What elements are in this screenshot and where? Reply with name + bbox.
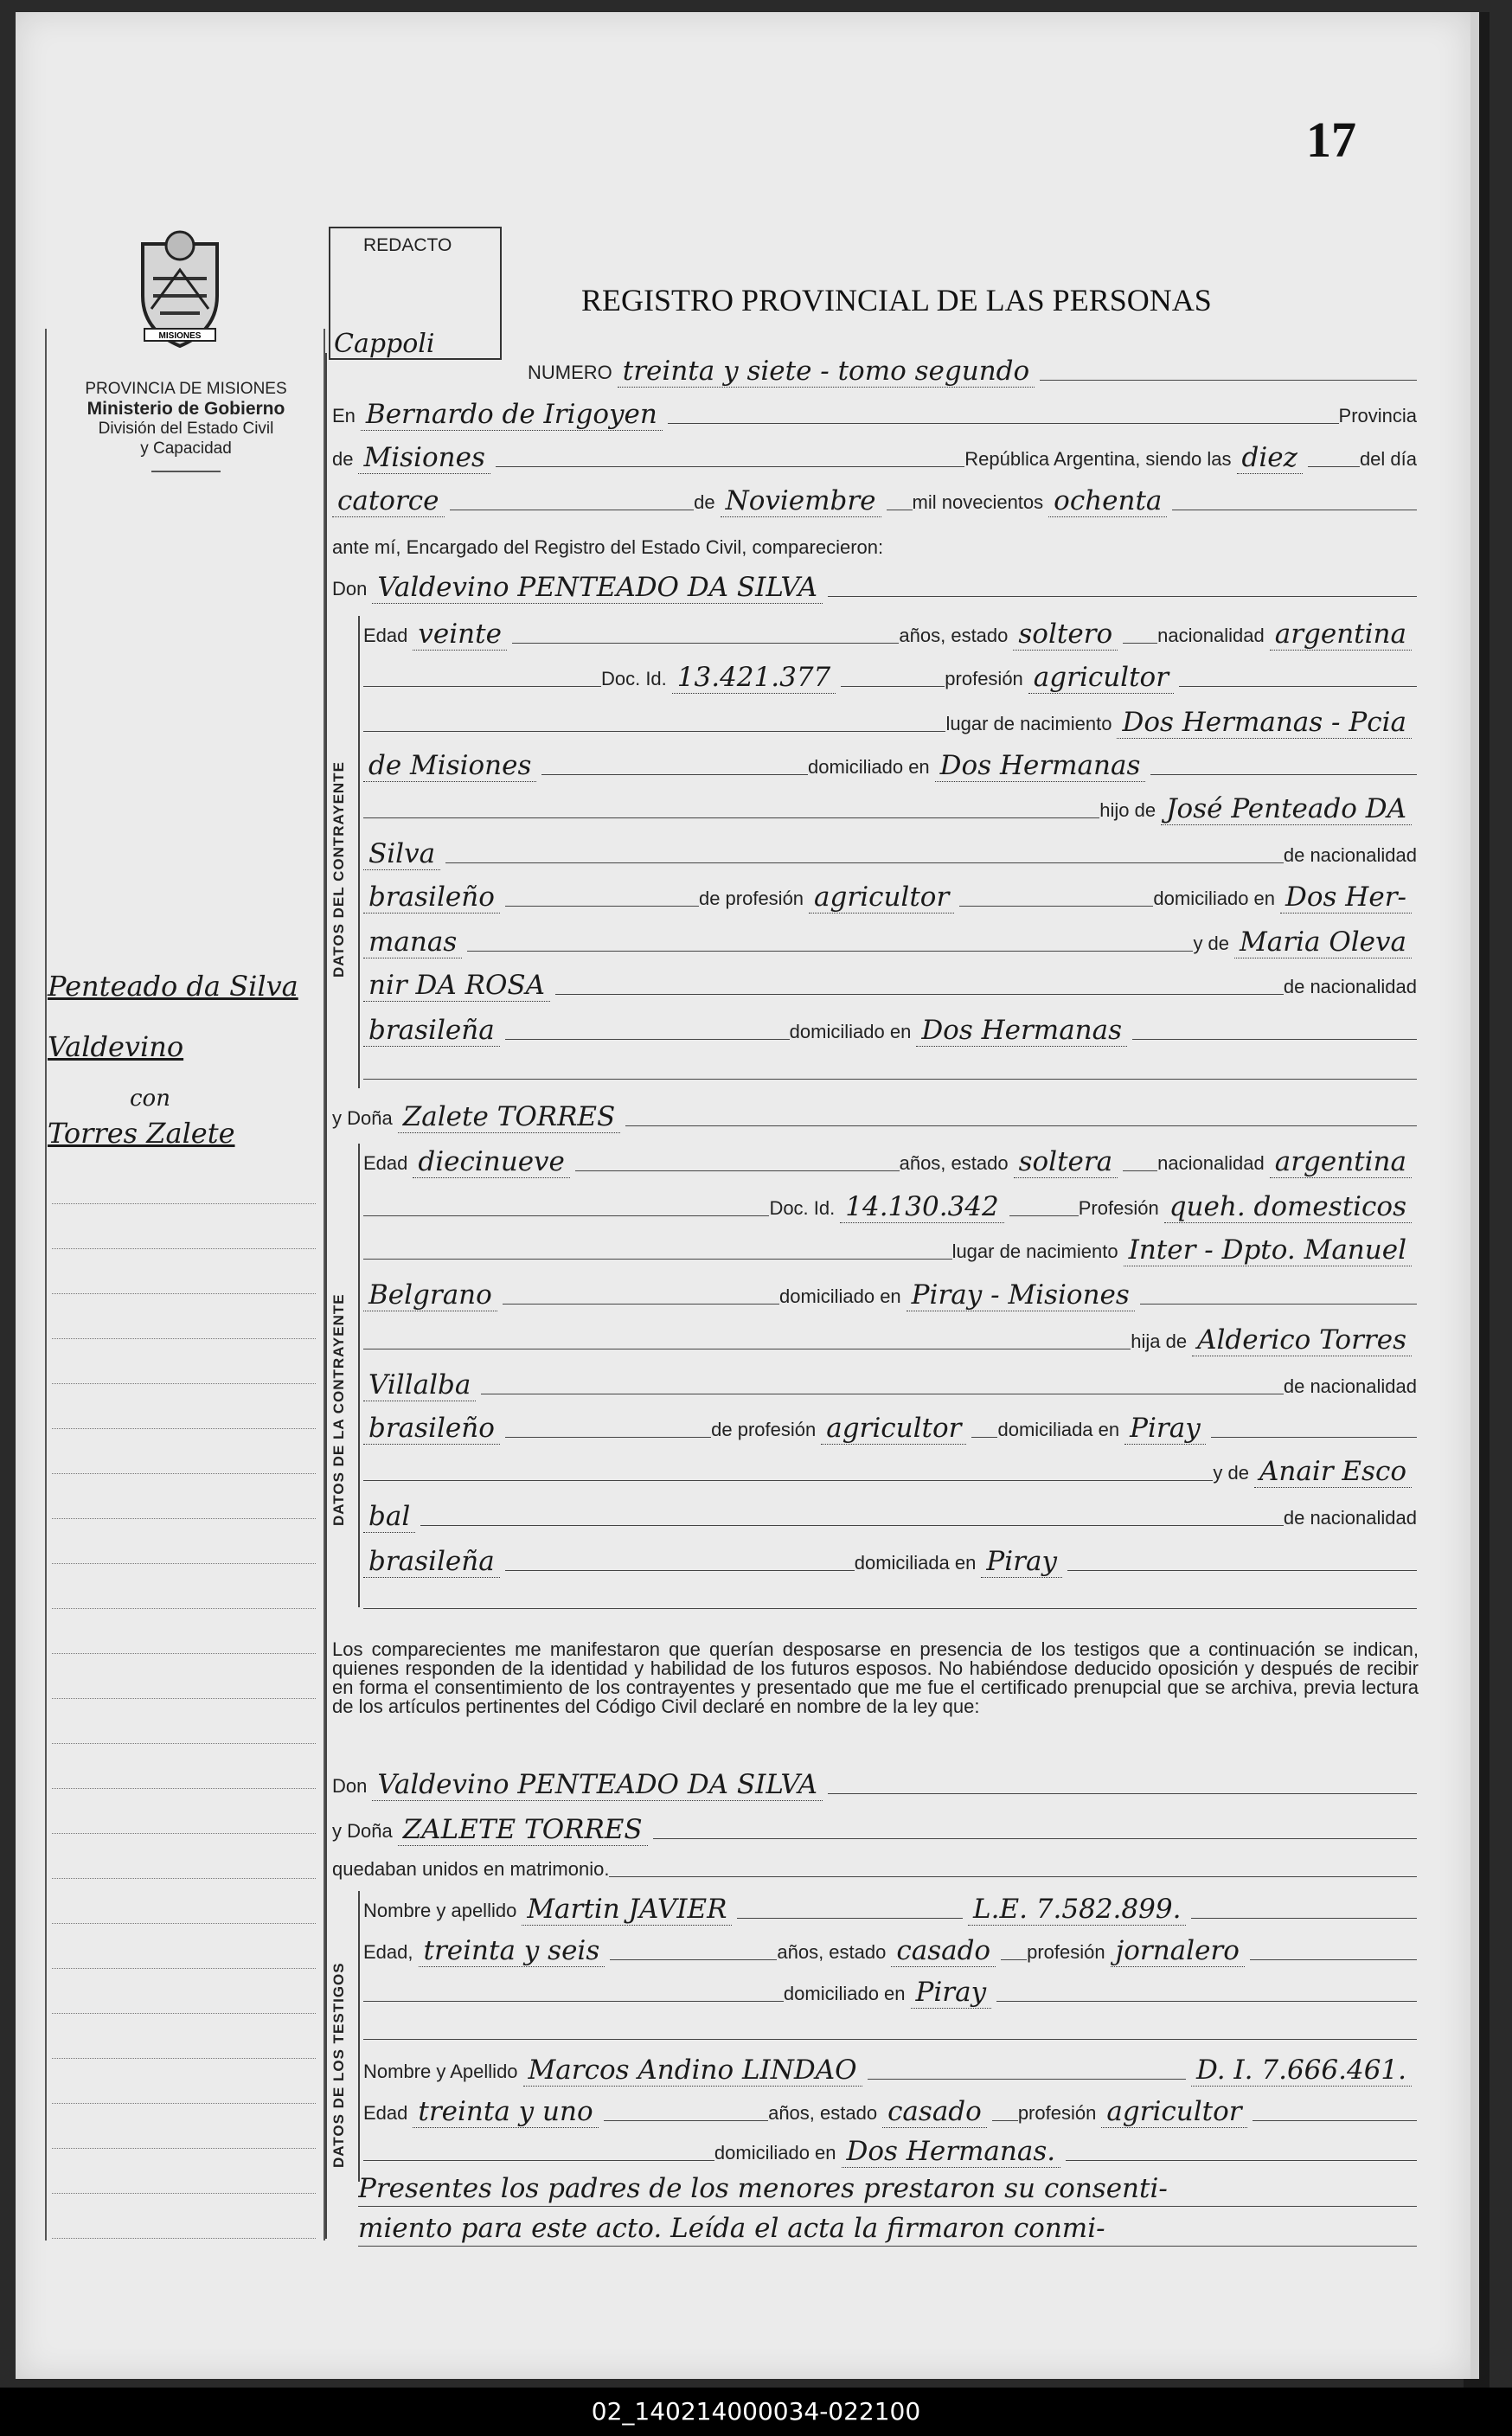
madre-value-cont: bal (363, 1501, 415, 1533)
doc-value: 13.421.377 (672, 662, 836, 694)
contrayenta-padre-line (363, 1367, 1417, 1401)
edad-value: veinte (413, 619, 507, 651)
edad-label: Edad (363, 1152, 408, 1174)
margin-note-line: Penteado da Silva (48, 970, 298, 1003)
y-de-label: y de (1193, 933, 1230, 954)
provincia-value: Misiones (358, 442, 490, 474)
en-label: En (332, 405, 356, 426)
don-value: Valdevino PENTEADO DA SILVA (372, 1769, 823, 1801)
testigo2-domicilio: Dos Hermanas. (842, 2136, 1061, 2168)
dona-label: y Doña (332, 1107, 393, 1129)
lugar-value-cont: Belgrano (363, 1279, 497, 1311)
estado-value: soltero (1013, 619, 1118, 651)
testigos-section-label: DATOS DE LOS TESTIGOS (330, 1962, 347, 2168)
padre-nacionalidad: brasileño (363, 1413, 500, 1445)
mil-label: mil novecientos (912, 491, 1044, 513)
numero-label: NUMERO (528, 362, 612, 383)
nombre-label: Nombre y Apellido (363, 2061, 518, 2082)
contrayente-section (358, 616, 360, 1088)
de-nacionalidad-label: de nacionalidad (1283, 1507, 1417, 1529)
redacto-label: REDACTO (363, 235, 452, 255)
scan-filename: 02_140214000034-022100 (0, 2388, 1512, 2436)
contrayente-hijo-line (363, 791, 1417, 825)
contrayente-lugar-line (363, 704, 1417, 739)
provincia-line (332, 439, 1417, 474)
padre-domicilio-cont: manas (363, 926, 462, 958)
domiciliado-en-label: domiciliado en (1153, 888, 1276, 909)
contrayenta-madre-line (363, 1453, 1417, 1488)
edad-label: Edad (363, 625, 408, 646)
de-nacionalidad-label: de nacionalidad (1283, 844, 1417, 866)
del-dia-label: del día (1359, 448, 1417, 470)
don-value: Valdevino PENTEADO DA SILVA (372, 572, 823, 604)
anios-label: años, estado (768, 2102, 878, 2124)
testigo1-profesion: jornalero (1111, 1935, 1245, 1967)
de-label: de (332, 448, 354, 470)
padre-domicilio: Dos Her- (1280, 881, 1412, 914)
madre-value-cont: nir DA ROSA (363, 970, 550, 1002)
ante-mi-line (332, 528, 1417, 562)
lugar-label: lugar de nacimiento (945, 713, 1112, 734)
margin-note-line: con (130, 1086, 170, 1112)
edad-label: Edad, (363, 1941, 413, 1963)
madre-value: Anair Esco (1254, 1456, 1412, 1488)
de-nacionalidad-label: de nacionalidad (1283, 1375, 1417, 1397)
hora-value: diez (1237, 442, 1303, 474)
margin-note-line: Torres Zalete (48, 1117, 235, 1150)
lugar-value: Inter - Dpto. Manuel (1124, 1234, 1412, 1266)
doc-label: Doc. Id. (600, 668, 667, 689)
padre-profesion: agricultor (809, 881, 954, 914)
dona-value: Zalete TORRES (398, 1101, 621, 1133)
hijo-label: hijo de (1099, 799, 1156, 821)
nacionalidad-value: argentina (1270, 619, 1412, 651)
anios-label: años, estado (899, 625, 1009, 646)
decl-dona-line (332, 1811, 1417, 1846)
doc-value: 14.130.342 (840, 1191, 1004, 1223)
domiciliada-en-label: domiciliada en (854, 1552, 977, 1574)
contrayente-domicilio-line (363, 747, 1417, 782)
unidos-line (332, 1849, 1417, 1884)
madre-domicilio: Piray (981, 1546, 1062, 1578)
redacto-signature: Cappoli (334, 329, 435, 359)
lugar-label: lugar de nacimiento (951, 1240, 1118, 1262)
anios-label: años, estado (899, 1152, 1009, 1174)
contrayente-padre-prof-line (363, 879, 1417, 914)
domiciliado-label: domiciliado en (714, 2142, 836, 2164)
de-nacionalidad-label: de nacionalidad (1283, 976, 1417, 997)
contrayente-madre-line (363, 924, 1417, 958)
padre-profesion: agricultor (821, 1413, 966, 1445)
testigo1-estado: casado (891, 1935, 996, 1967)
testigo1-nombre-line (363, 1891, 1417, 1926)
contrayente-padre-line (363, 836, 1417, 870)
nombre-label: Nombre y apellido (363, 1900, 517, 1921)
dia-value: catorce (332, 485, 445, 517)
madre-value: Maria Oleva (1234, 926, 1412, 958)
testigo1-doc: L.E. 7.582.899. (968, 1894, 1186, 1926)
y-de-label: y de (1213, 1462, 1249, 1484)
testigo2-nombre: Marcos Andino LINDAO (523, 2055, 862, 2087)
anio-value: ochenta (1048, 485, 1167, 517)
hija-label: hija de (1131, 1330, 1188, 1352)
division-line-2: y Capacidad (140, 439, 232, 458)
contrayenta-padre-prof-line (363, 1410, 1417, 1445)
contrayenta-edad-line (363, 1144, 1417, 1178)
nacionalidad-label: nacionalidad (1157, 1152, 1265, 1174)
padre-nacionalidad: brasileño (363, 881, 500, 914)
profesion-value: agricultor (1028, 662, 1174, 694)
margin-ruled-lines (52, 1159, 316, 2239)
numero-value: treinta y siete - tomo segundo (618, 356, 1035, 388)
en-value: Bernardo de Irigoyen (361, 399, 663, 431)
contrayente-doc-line (363, 659, 1417, 694)
de-profesion-label: de profesión (711, 1419, 817, 1440)
ante-mi-text: ante mí, Encargado del Registro del Estado Civil, comparecieron: (332, 536, 884, 558)
edad-value: diecinueve (413, 1146, 570, 1178)
contrayenta-madre-cont-line (363, 1498, 1417, 1533)
de-profesion-label: de profesión (698, 888, 804, 909)
contrayenta-section (358, 1144, 360, 1607)
domicilio-label: domiciliado en (808, 756, 930, 778)
blank-line (363, 1581, 1417, 1616)
contrayente-section-label: DATOS DEL CONTRAYENTE (330, 761, 347, 978)
republica-label: República Argentina, siendo las (964, 448, 1232, 470)
padre-value: José Penteado DA (1161, 793, 1412, 825)
contrayente-madre-cont-line (363, 967, 1417, 1002)
testigo2-nombre-line (363, 2052, 1417, 2087)
estado-value: soltera (1014, 1146, 1118, 1178)
madre-domicilio: Dos Hermanas (916, 1015, 1127, 1047)
madre-nacionalidad: brasileña (363, 1015, 500, 1047)
decl-don-line (332, 1766, 1417, 1801)
edad-label: Edad (363, 2102, 408, 2124)
padre-domicilio: Piray (1124, 1413, 1206, 1445)
contrayente-edad-line (363, 616, 1417, 651)
contrayenta-lugar-line (363, 1232, 1417, 1266)
profesion-label: profesión (945, 668, 1023, 689)
don-line (332, 569, 1417, 604)
dona-label: y Doña (332, 1820, 393, 1842)
padre-value: Alderico Torres (1192, 1324, 1412, 1356)
contrayenta-domicilio-line (363, 1277, 1417, 1311)
testigo1-edad: treinta y seis (419, 1935, 605, 1967)
blank-line (363, 2012, 1417, 2047)
divider (151, 471, 221, 472)
closing-line: Presentes los padres de los menores prestaron su consenti- (358, 2171, 1417, 2207)
doc-label: Doc. Id. (769, 1197, 836, 1219)
document-title: REGISTRO PROVINCIAL DE LAS PERSONAS (581, 283, 1212, 317)
profesion-label: profesión (1027, 1941, 1105, 1963)
profesion-label: profesión (1017, 2102, 1097, 2124)
de-mes-label: de (694, 491, 715, 513)
contrayenta-madre-dom-line (363, 1543, 1417, 1578)
mes-value: Noviembre (721, 485, 881, 517)
testigos-section (358, 1891, 360, 2182)
declaration-paragraph: Los comparecientes me manifestaron que querían desposarse en presencia de los testigos que a continuación se indican, quienes responden de la identidad y habilidad de los futuros esposos. No habiéndose deducido oposición y después de recibir en forma el consentimiento de los contrayentes y presentado que me fue el certificado prenupcial que se archiva, previa lectura de los artículos pertinentes del Código Civil declaré en nombre de la ley que: (332, 1638, 1419, 1717)
testigo1-domicilio: Piray (911, 1977, 992, 2009)
redacto-box (329, 227, 502, 360)
testigo2-dom-line (363, 2133, 1417, 2168)
domiciliado-en-label: domiciliado en (789, 1021, 912, 1042)
don-label: Don (332, 1775, 368, 1797)
dona-line (332, 1099, 1417, 1133)
domicilio-label: domiciliado en (779, 1285, 901, 1307)
testigo2-estado: casado (882, 2096, 987, 2128)
contrayenta-section-label: DATOS DE LA CONTRAYENTE (330, 1293, 347, 1526)
blank-line (363, 1052, 1417, 1087)
don-label: Don (332, 578, 368, 599)
nacionalidad-value: argentina (1270, 1146, 1412, 1178)
domiciliada-en-label: domiciliada en (997, 1419, 1120, 1440)
contrayenta-doc-line (363, 1189, 1417, 1223)
seal-label: MISIONES (158, 331, 202, 341)
testigo2-edad-line (363, 2093, 1417, 2128)
unidos-text: quedaban unidos en matrimonio. (332, 1858, 610, 1880)
provincia-label: Provincia (1338, 405, 1417, 426)
madre-nacionalidad: brasileña (363, 1546, 500, 1578)
padre-value-cont: Silva (363, 838, 440, 870)
lugar-line (332, 396, 1417, 431)
domiciliado-label: domiciliado en (783, 1983, 906, 2004)
page-number: 17 (1306, 112, 1356, 168)
testigo1-nombre: Martin JAVIER (522, 1894, 732, 1926)
division-line: División del Estado Civil (98, 420, 274, 438)
fecha-line (332, 483, 1417, 517)
testigo1-edad-line (363, 1933, 1417, 1967)
padre-value-cont: Villalba (363, 1369, 476, 1401)
testigo2-doc: D. I. 7.666.461. (1191, 2055, 1412, 2087)
lugar-value: Dos Hermanas - Pcia (1117, 707, 1412, 739)
profesion-value: queh. domesticos (1164, 1191, 1412, 1223)
testigo1-dom-line (363, 1974, 1417, 2009)
domicilio-value: Dos Hermanas (935, 750, 1146, 782)
ministry-line: Ministerio de Gobierno (86, 399, 285, 419)
numero-line (528, 353, 1417, 388)
province-line: PROVINCIA DE MISIONES (85, 380, 287, 398)
testigo2-edad: treinta y uno (413, 2096, 598, 2128)
nacionalidad-label: nacionalidad (1157, 625, 1265, 646)
lugar-value-cont: de Misiones (363, 750, 536, 782)
testigo2-profesion: agricultor (1101, 2096, 1246, 2128)
anios-label: años, estado (777, 1941, 887, 1963)
profesion-label: Profesión (1078, 1197, 1159, 1219)
dona-value: ZALETE TORRES (398, 1814, 648, 1846)
closing-line: miento para este acto. Leída el acta la firmaron conmi- (358, 2211, 1417, 2247)
margin-note-line: Valdevino (48, 1030, 184, 1063)
domicilio-value: Piray - Misiones (907, 1279, 1135, 1311)
contrayente-madre-dom-line (363, 1012, 1417, 1047)
contrayenta-hija-line (363, 1322, 1417, 1356)
office-header (52, 379, 320, 472)
